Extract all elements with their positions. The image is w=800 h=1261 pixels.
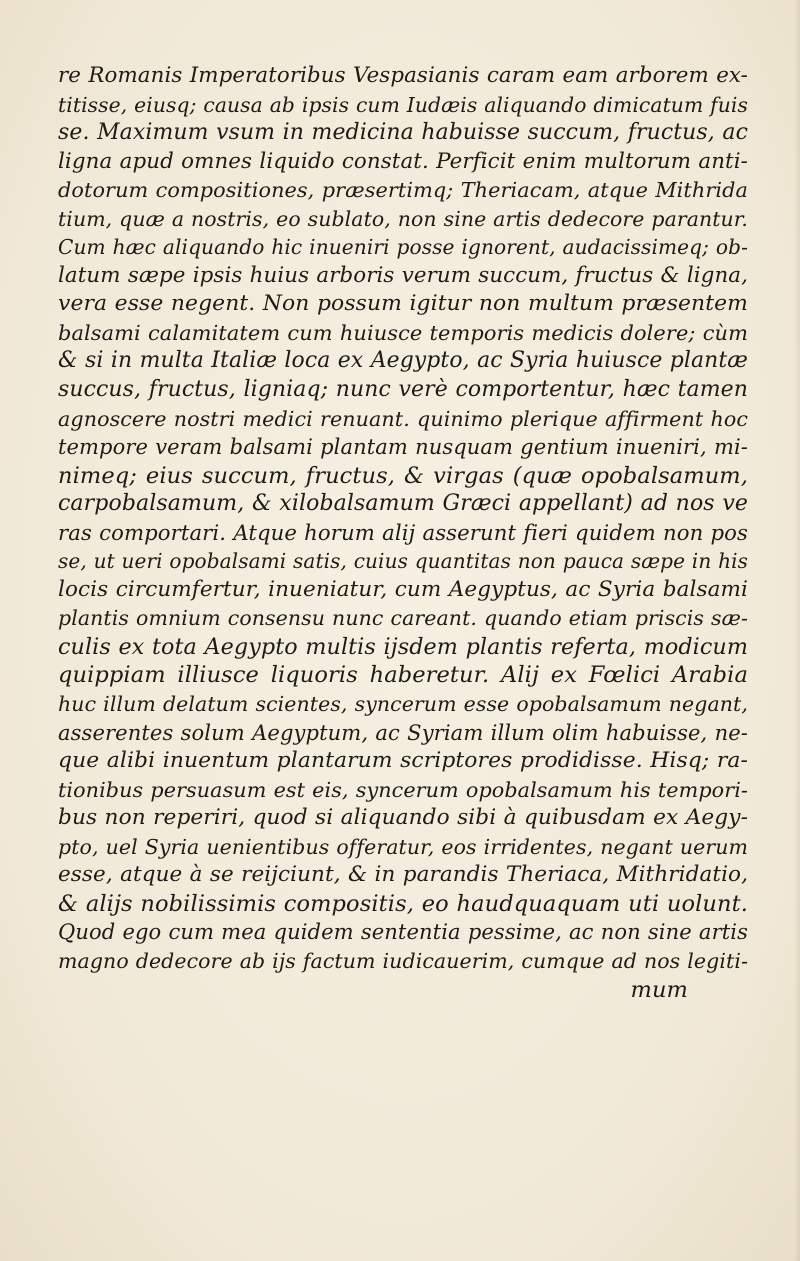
text-line: que alibi inuentum plantarum scriptores prodidisse. Hisq; ra- xyxy=(58,748,748,774)
text-line: re Romanis Imperatoribus Vespasianis caram eam arborem ex- xyxy=(58,63,748,88)
body-text xyxy=(58,62,748,1004)
text-line: huc illum delatum scientes, syncerum esse opobalsamum negant, xyxy=(58,692,748,717)
text-line: locis circumfertur, inueniatur, cum Aegyptus, ac Syria balsami xyxy=(58,576,748,602)
text-line: tionibus persuasum est eis, syncerum opobalsamum his tempori- xyxy=(58,777,748,802)
text-line: bus non reperiri, quod si aliquando sibi à quibusdam ex Aegy- xyxy=(58,805,748,831)
text-line: dotorum compositiones, præsertimq; Theriacam, atque Mithrida xyxy=(58,178,748,203)
text-line: Cum hæc aliquando hic inueniri posse ignorent, audacissimeq; ob- xyxy=(58,235,748,260)
page-edge-shadow xyxy=(794,0,800,1261)
text-line: esse, atque à se reijciunt, & in parandis Theriaca, Mithridatio, xyxy=(58,862,748,888)
text-line: ligna apud omnes liquido constat. Perficit enim multorum anti- xyxy=(58,148,748,174)
text-line: & si in multa Italiæ loca ex Aegypto, ac Syria huiusce plantæ xyxy=(58,348,748,374)
text-line: tempore veram balsami plantam nusquam gentium inueniri, mi- xyxy=(58,435,748,460)
text-line: pto, uel Syria uenientibus offeratur, eos irridentes, negant uerum xyxy=(58,834,748,859)
text-line: se, ut ueri opobalsami satis, cuius quantitas non pauca sæpe in his xyxy=(58,549,748,574)
text-line: latum sæpe ipsis huius arboris verum succum, fructus & ligna, xyxy=(58,262,748,288)
text-line: culis ex tota Aegypto multis ijsdem plantis referta, modicum xyxy=(58,633,748,660)
text-line: plantis omnium consensu nunc careant. quando etiam priscis sæ- xyxy=(58,606,748,631)
text-line: nimeq; eius succum, fructus, & virgas (quæ opobalsamum, xyxy=(58,462,748,489)
text-line: se. Maximum vsum in medicina habuisse succum, fructus, ac xyxy=(58,120,748,146)
text-line: agnoscere nostri medici renuant. quinimo plerique affirment hoc xyxy=(58,406,748,431)
text-line: Quod ego cum mea quidem sententia pessime, ac non sine artis xyxy=(58,919,748,945)
text-line: asserentes solum Aegyptum, ac Syriam illum olim habuisse, ne- xyxy=(58,719,748,745)
text-line: succus, fructus, ligniaq; nunc verè comportentur, hæc tamen xyxy=(58,377,748,403)
text-line: magno dedecore ab ijs factum iudicauerim, cumque ad nos legiti- xyxy=(58,948,748,973)
text-line: titisse, eiusq; causa ab ipsis cum Iudæis aliquando dimicatum fuis xyxy=(58,92,748,117)
text-line: quippiam illiusce liquoris haberetur. Alij ex Fœlici Arabia xyxy=(58,662,748,689)
catchword: mum xyxy=(630,976,688,1003)
text-line: balsami calamitatem cum huiusce temporis medicis dolere; cùm xyxy=(58,320,748,345)
text-line: carpobalsamum, & xilobalsamum Græci appellant) ad nos ve xyxy=(58,491,748,517)
text-line: vera esse negent. Non possum igitur non multum præsentem xyxy=(58,291,748,317)
text-line: & alijs nobilissimis compositis, eo haudquaquam uti uolunt. xyxy=(58,890,748,917)
text-line: ras comportari. Atque horum alij asserunt fieri quidem non pos xyxy=(58,519,748,545)
text-line: tium, quæ a nostris, eo sublato, non sine artis dedecore parantur. xyxy=(58,206,748,231)
